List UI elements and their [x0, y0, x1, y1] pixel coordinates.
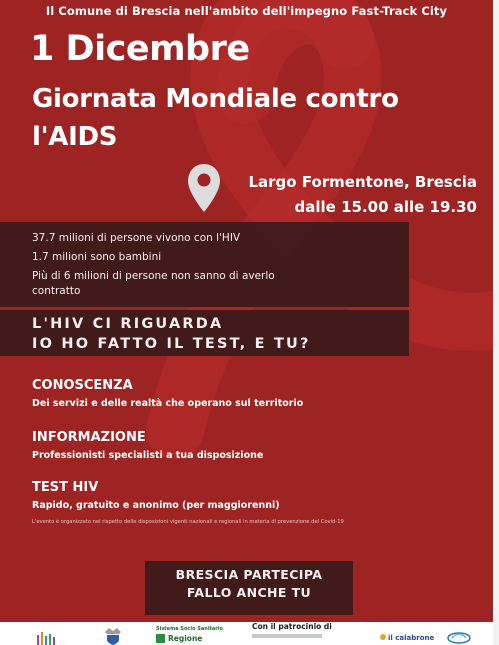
event-location: [232, 170, 477, 220]
section-title-conoscenza: CONOSCENZA: [32, 378, 133, 393]
header-line: Il Comune di Brescia nell'ambito dell'impegno Fast-Track City: [45, 4, 448, 18]
regione-logo: [156, 626, 223, 645]
sponsor-footer: [0, 622, 493, 645]
section-desc-informazione: Professionisti specialisti a tua disposizione: [32, 450, 264, 461]
covid-disclaimer: L'evento è organizzato nel rispetto delle disposizioni vigenti nazionali e regionali in materia di prevenzione del Covid-19: [32, 519, 344, 525]
stat-item: 37.7 milioni di persone vivono con l'HIV: [32, 232, 241, 244]
stat-item: 1.7 milioni sono bambini: [32, 251, 162, 263]
patronage-label: Con il patrocinio di: [252, 622, 332, 631]
page-edge: [493, 0, 499, 645]
regione-logo-name: Regione: [168, 634, 203, 643]
section-title-test-hiv: TEST HIV: [32, 480, 99, 495]
section-desc-conoscenza: Dei servizi e delle realtà che operano sul territorio: [32, 398, 304, 409]
slogan-line: IO HO FATTO IL TEST, E TU?: [32, 336, 311, 352]
section-title-informazione: INFORMAZIONE: [32, 430, 146, 445]
slogan-box: [0, 310, 409, 356]
cta-line: BRESCIA PARTECIPA: [175, 567, 323, 582]
date-title: 1 Dicembre: [30, 29, 250, 69]
stat-item: Più di 6 milioni di persone non sanno di averlo contratto: [32, 270, 275, 297]
comune-logo-icon: [35, 631, 59, 645]
calabrone-dot-icon: [380, 634, 386, 640]
partner-logo-icon: [446, 630, 472, 644]
cta-box: [145, 561, 353, 615]
calabrone-logo: [388, 634, 434, 642]
event-title: Giornata Mondiale contro l'AIDS: [32, 84, 399, 152]
slogan-line: L'HIV CI RIGUARDA: [32, 316, 224, 332]
section-desc-test-hiv: Rapido, gratuito e anonimo (per maggiorenni): [32, 500, 280, 511]
crest-logo-icon: [100, 628, 126, 645]
stats-box: [0, 222, 409, 307]
location-place: Largo Formentone, Brescia: [248, 173, 477, 191]
cta-line: FALLO ANCHE TU: [186, 585, 312, 600]
regione-logo-label: Sistema Socio Sanitario: [156, 626, 223, 632]
regione-logo-icon: [156, 634, 165, 643]
map-pin-icon: [186, 162, 222, 214]
location-time: dalle 15.00 alle 19.30: [294, 198, 477, 216]
patronage-logo-strip: [252, 634, 322, 638]
calabrone-logo-text: il calabrone: [388, 634, 435, 642]
